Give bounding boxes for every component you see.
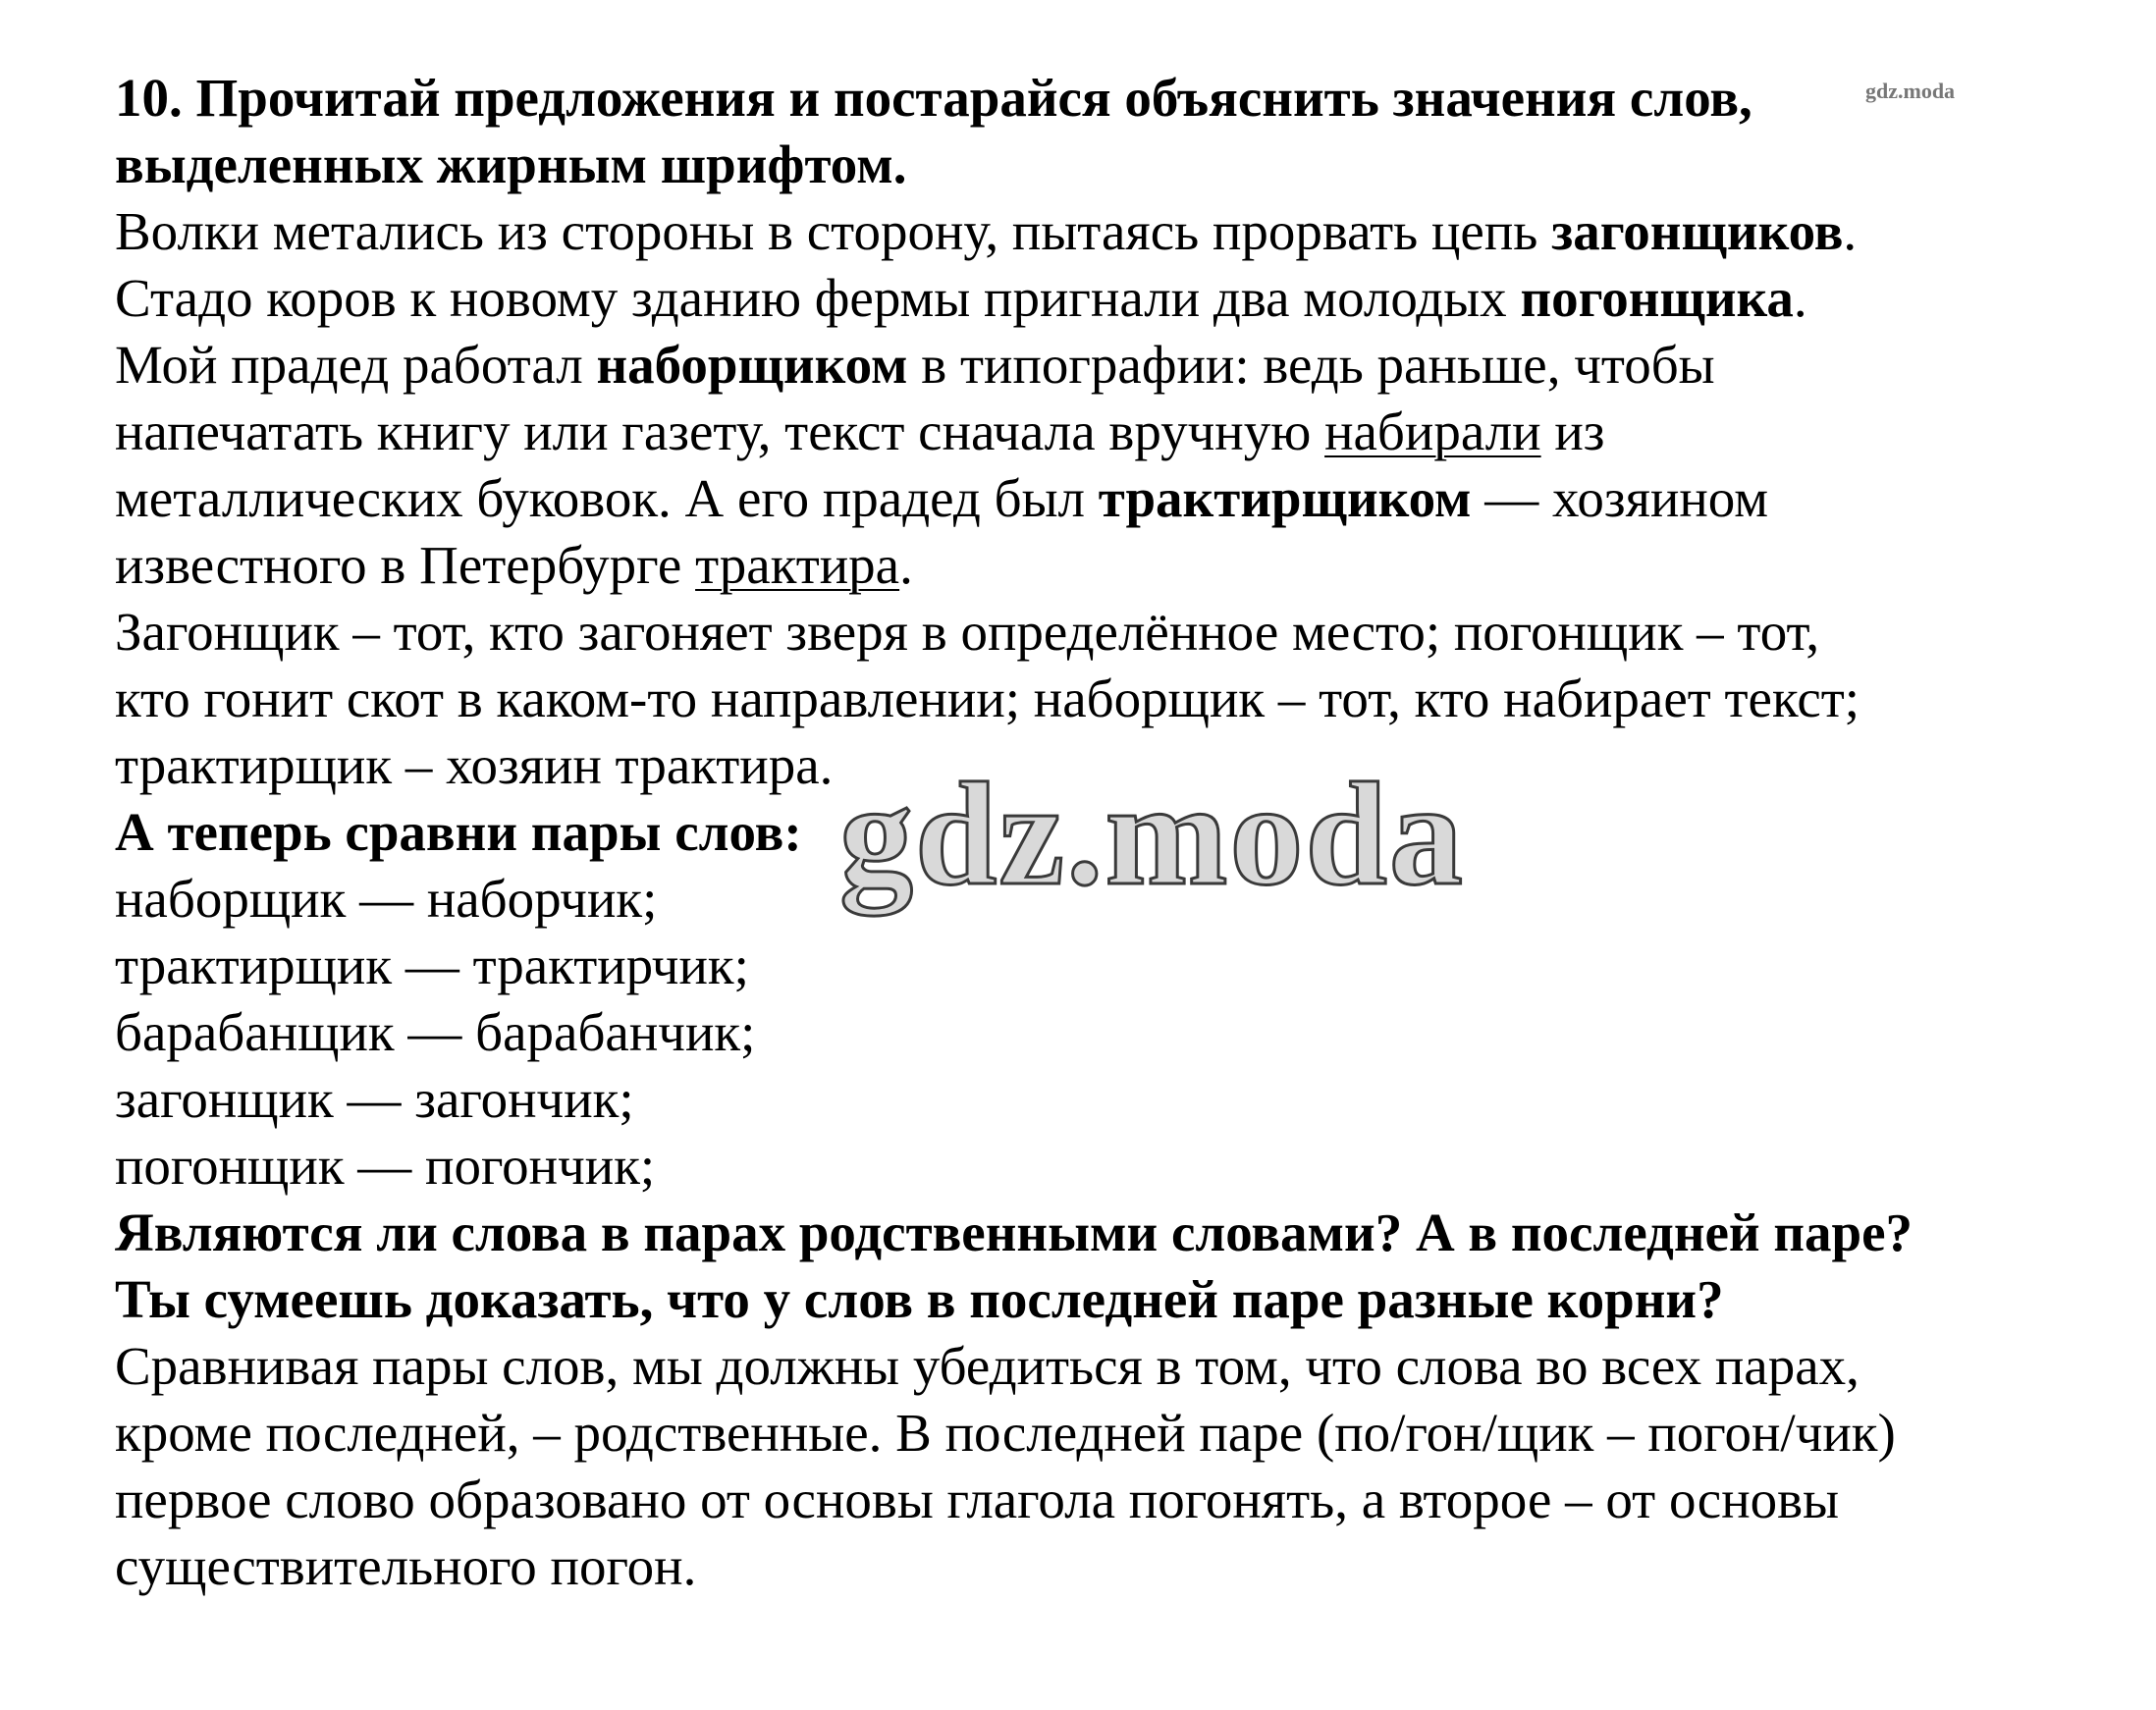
sentence-text: .: [1843, 201, 1858, 261]
answer-line: кто гонит скот в каком-то направлении; наборщик – тот, кто набирает текст;: [115, 668, 1860, 728]
sentence-text: из: [1540, 401, 1605, 461]
task-heading-line-1: 10. Прочитай предложения и постарайся объяснить значения слов,: [115, 68, 1752, 128]
question-line: Являются ли слова в парах родственными словами? А в последней паре?: [115, 1202, 1913, 1262]
answer-line: первое слово образовано от основы глагола погонять, а второе – от основы: [115, 1470, 1840, 1529]
bold-word: погонщика: [1520, 268, 1794, 328]
sentence-line: [115, 399, 2078, 465]
underlined-word: трактира: [695, 535, 900, 595]
sentence-text: Стадо коров к новому зданию фермы пригнали два молодых: [115, 268, 1521, 328]
sentence-text: Мой прадед работал: [115, 335, 597, 395]
bold-word: загонщиков: [1551, 201, 1844, 261]
underlined-word: набирали: [1324, 401, 1541, 461]
sentence-text: .: [1793, 268, 1807, 328]
answer-line: трактирщик – хозяин трактира.: [115, 735, 834, 795]
sentence-text: напечатать книгу или газету, текст сначала вручную: [115, 401, 1325, 461]
sentence-line: [115, 532, 2078, 599]
word-pair: барабанщик — барабанчик;: [115, 1002, 756, 1062]
word-pair: наборщик — наборчик;: [115, 869, 658, 929]
sentence-text: — хозяином: [1471, 468, 1769, 528]
bold-word: трактирщиком: [1098, 468, 1472, 528]
sentence-text: известного в Петербурге: [115, 535, 696, 595]
task-heading-line-2: выделенных жирным шрифтом.: [115, 134, 907, 194]
word-pair: трактирщик — трактирчик;: [115, 935, 749, 995]
sentence-line: [115, 265, 2078, 332]
answer-line: существительного погон.: [115, 1536, 697, 1596]
answer-line: Загонщик – тот, кто загоняет зверя в определённое место; погонщик – тот,: [115, 602, 1820, 662]
answer-line: Сравнивая пары слов, мы должны убедиться в том, что слова во всех парах,: [115, 1336, 1860, 1396]
sentence-line: [115, 198, 2078, 265]
watermark-small: gdz.moda: [1865, 79, 1956, 103]
sentence-line: [115, 465, 2078, 532]
question-line: Ты сумеешь доказать, что у слов в последней паре разные корни?: [115, 1269, 1724, 1329]
watermark-large: gdz.moda: [839, 753, 1465, 916]
compare-heading: А теперь сравни пары слов:: [115, 802, 802, 862]
bold-word: наборщиком: [596, 335, 908, 395]
word-pair: погонщик — погончик;: [115, 1136, 656, 1196]
sentence-text: .: [899, 535, 913, 595]
sentence-text: в типографии: ведь раньше, чтобы: [907, 335, 1715, 395]
sentence-line: [115, 332, 2078, 399]
word-pair: загонщик — загончик;: [115, 1069, 634, 1129]
sentence-text: металлических буковок. А его прадед был: [115, 468, 1099, 528]
answer-line: кроме последней, – родственные. В последней паре (по/гон/щик – погон/чик): [115, 1403, 1896, 1463]
sentence-text: Волки метались из стороны в сторону, пытаясь прорвать цепь: [115, 201, 1552, 261]
